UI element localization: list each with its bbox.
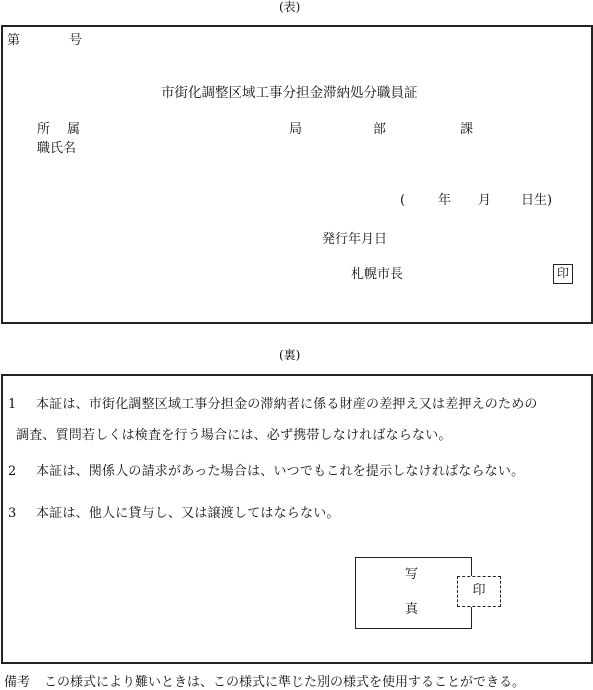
note-label: 備考	[4, 675, 31, 690]
card-title: 市街化調整区域工事分担金滞納処分職員証	[161, 85, 418, 101]
item-3-number: 3	[8, 506, 17, 521]
number-label-go: 号	[69, 33, 83, 48]
item-1-text-continued: 調査、質問若しくは検査を行う場合には、必ず携帯しなければならない。	[16, 428, 452, 443]
note-text: この様式により難いときは、この様式に準じた別の様式を使用することができる。	[44, 675, 526, 690]
birth-open-paren: (	[400, 193, 406, 208]
birth-day: 日生)	[521, 193, 553, 208]
photo-label-bottom: 真	[405, 602, 419, 617]
issuer-mayor: 札幌市長	[351, 267, 404, 282]
affiliation-section: 課	[460, 122, 474, 137]
affiliation-department: 部	[373, 122, 387, 137]
affiliation-label-1: 所	[37, 122, 51, 137]
birth-year: 年	[438, 193, 452, 208]
item-1-number: 1	[8, 397, 17, 412]
photo-seal-label: 印	[472, 583, 486, 598]
number-label-dai: 第	[7, 33, 21, 48]
issue-date-label: 発行年月日	[322, 232, 388, 247]
id-card-front	[1, 25, 593, 324]
item-2-number: 2	[8, 464, 17, 479]
affiliation-bureau: 局	[289, 122, 303, 137]
photo-label-top: 写	[405, 567, 419, 582]
name-label: 職氏名	[37, 141, 77, 156]
item-2-text: 本証は、関係人の請求があった場合は、いつでもこれを提示しなければならない。	[36, 464, 525, 479]
item-1-text: 本証は、市街化調整区域工事分担金の滞納者に係る財産の差押え又は差押えのための	[36, 397, 538, 412]
affiliation-label-2: 属	[67, 122, 81, 137]
birth-month: 月	[478, 193, 492, 208]
item-3-text: 本証は、他人に貸与し、又は譲渡してはならない。	[36, 506, 340, 521]
back-caption: (裏)	[279, 348, 301, 362]
seal-stamp: 印	[553, 264, 573, 284]
front-caption: (表)	[279, 0, 301, 14]
photo-seal-placeholder	[457, 576, 501, 607]
